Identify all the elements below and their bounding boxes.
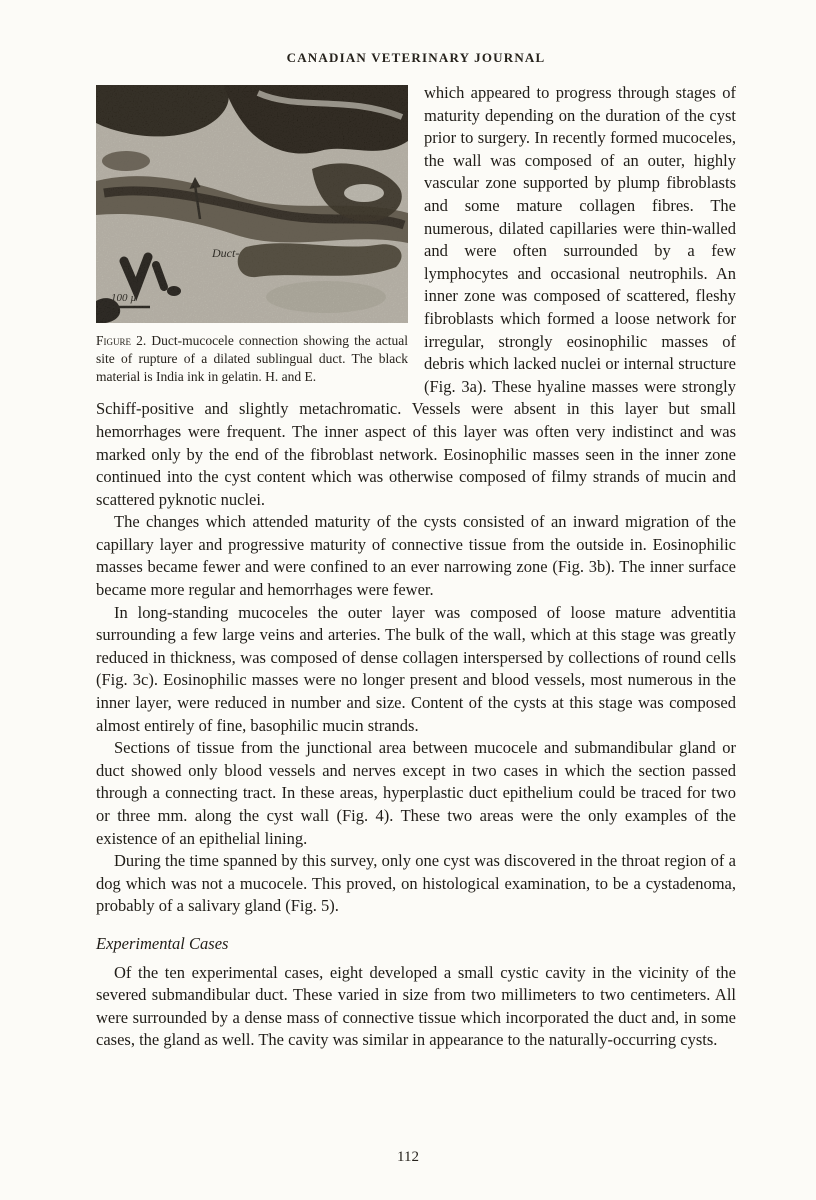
page-number: 112 (397, 1149, 419, 1165)
paragraph: During the time spanned by this survey, only one cyst was discovered in the throat region of a dog which was not a mucocele. This proved, on histological examination, to be a cystadenoma, probably of a salivary gland (Fig. 5). (96, 851, 736, 916)
figure-caption (96, 332, 408, 386)
film-grain (96, 85, 408, 323)
paragraph: which appeared to progress through stages of maturity depending on the duration of the cyst prior to surgery. In recently formed mucoceles, the wall was composed of an outer, highly vascular zone supported by plump fibroblasts and some mature collagen fibres. The numerous, dilated capillaries were thin-walled and were often surrounded by a few lymphocytes and occasional neutrophils. An inner zone was composed of scattered, fleshy fibroblasts which formed a loose network for irregular, strongly eosinophilic masses of debris which lacked nuclei or internal structure (Fig. 3a). These hyaline masses were strongly Schiff-positive and slightly metachromatic. Vessels were absent in this layer but small hemorrhages were frequent. The inner aspect of this layer was often very indistinct and was marked only by the end of the fibroblast network. Eosinophilic masses seen in the inner zone continued into the cyst content which was otherwise composed of filmy strands of mucin and scattered pyknotic nuclei. (96, 83, 736, 509)
figure-image (96, 85, 408, 323)
article-body (96, 82, 736, 1052)
figure-caption-label: Figure 2. (96, 333, 147, 348)
section-heading: Experimental Cases (96, 933, 229, 953)
journal-header: CANADIAN VETERINARY JOURNAL (286, 50, 546, 65)
figure-caption-text: Duct-mucocele connection showing the actual site of rupture of a dilated sublingual duct. The black material is India ink in gelatin. H. and E. (96, 333, 408, 384)
duct-label: Duct- (212, 246, 240, 260)
scale-bar-label: 100 µ (111, 292, 137, 304)
paragraph: The changes which attended maturity of the cysts consisted of an inward migration of the capillary layer and progressive maturity of connective tissue from the outside in. Eosinophilic masses became fewer and were confined to an ever narrowing zone (Fig. 3b). The inner surface became more regular and hemorrhages were fewer. (96, 512, 736, 600)
paragraph: In long-standing mucoceles the outer layer was composed of loose mature adventitia surrounding a few large veins and arteries. The bulk of the wall, which at this stage was greatly reduced in thickness, was composed of dense collagen interspersed by collections of round cells (Fig. 3c). Eosinophilic masses were no longer present and blood vessels, most numerous in the inner layer, were reduced in number and size. Content of the cysts at this stage was composed almost entirely of fine, basophilic mucin strands. (96, 602, 736, 735)
paragraph: Sections of tissue from the junctional area between mucocele and submandibular gland or duct showed only blood vessels and nerves except in two cases in which the section passed through a connecting tract. In these areas, hyperplastic duct epithelium could be traced for two or three mm. along the cyst wall (Fig. 4). These two areas were the only examples of the existence of an epithelial lining. (96, 738, 736, 848)
paragraph: Of the ten experimental cases, eight developed a small cystic cavity in the vicinity of the severed submandibular duct. These varied in size from two millimeters to two centimeters. All were surrounded by a dense mass of connective tissue which incorporated the duct and, in some cases, the gland as well. The cavity was similar in appearance to the naturally-occurring cysts. (96, 962, 736, 1050)
figure (96, 85, 408, 386)
